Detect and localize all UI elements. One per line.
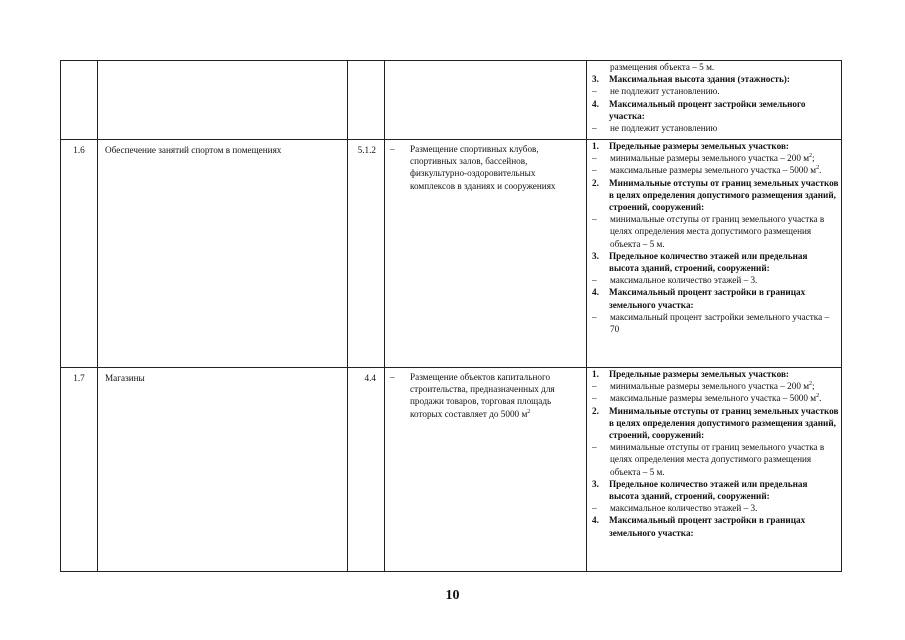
parameter-value: [592, 441, 839, 478]
parameter-text: Максимальный процент застройки в границах земельного участка:: [609, 287, 806, 310]
list-marker: 1.: [592, 369, 599, 379]
parameter-text: размещения объекта – 5 м.: [610, 62, 715, 72]
use-type-code: 4.4: [348, 368, 385, 572]
description-item: [390, 143, 582, 192]
parameter-text: максимальные размеры земельного участка – 5000 $м^2$.: [610, 393, 822, 404]
list-marker: 1.: [592, 141, 599, 151]
parameter-text: Максимальный процент застройки в границах земельного участка:: [609, 515, 806, 538]
dash-marker: –: [390, 144, 395, 154]
description-item: [390, 371, 582, 420]
parameter-text: Предельные размеры земельных участков:: [609, 369, 789, 379]
parameter-value: [592, 502, 839, 514]
parameter-text: не подлежит установлению: [610, 123, 718, 134]
list-marker: [592, 61, 609, 73]
parameter-value: [592, 392, 839, 404]
parameter-text: максимальное количество этажей – 3.: [610, 275, 758, 286]
parameter-value: [592, 61, 839, 73]
parameter-text: максимальный процент застройки земельного участка – 70: [610, 311, 830, 335]
list-marker: –: [592, 275, 597, 286]
description-text: Размещение объектов капитального строительства, предназначенных для продажи товаров, торговая площадь которых составляет до 5000 $м^2$: [410, 372, 555, 419]
list-marker: –: [592, 393, 597, 404]
page-number: 10: [445, 588, 460, 603]
list-marker: –: [592, 381, 597, 392]
row-number: 1.7: [61, 368, 98, 572]
list-marker: 4.: [592, 287, 599, 298]
list-marker: 4.: [592, 98, 599, 109]
parameter-text: Предельное количество этажей или предельная высота зданий, строений, сооружений:: [609, 478, 808, 502]
use-type-name: Магазины: [98, 368, 348, 572]
list-marker: 4.: [592, 515, 599, 526]
parameters-cell: [587, 61, 842, 140]
parameter-value: [592, 274, 839, 286]
parameter-heading: [592, 177, 839, 214]
parameter-text: минимальные отступы от границ земельного участка в целях определения места допустимого размещения объекта – 5 м.: [610, 214, 825, 249]
list-marker: –: [592, 86, 597, 97]
list-marker: –: [592, 503, 597, 514]
use-type-name: Обеспечение занятий спортом в помещениях: [98, 140, 348, 368]
parameter-text: Максимальный процент застройки земельного участка:: [609, 98, 806, 121]
list-marker: 3.: [592, 74, 599, 85]
parameter-text: максимальные размеры земельного участка – 5000 $м^2$.: [610, 165, 822, 176]
parameter-value: [592, 85, 839, 97]
row-number: 1.6: [61, 140, 98, 368]
list-marker: 2.: [592, 405, 599, 416]
parameter-text: Минимальные отступы от границ земельных участков в целях определения допустимого размещения зданий, строений, сооружений:: [609, 405, 839, 441]
use-type-description: [385, 61, 587, 140]
dash-marker: –: [390, 372, 395, 382]
use-type-code: 5.1.2: [348, 140, 385, 368]
parameter-heading: [592, 98, 839, 122]
parameters-cell: [587, 140, 842, 368]
table-row: [61, 140, 842, 368]
parameter-text: максимальное количество этажей – 3.: [610, 503, 758, 514]
parameter-text: Предельное количество этажей или предельная высота зданий, строений, сооружений:: [609, 250, 808, 274]
parameter-text: Предельные размеры земельных участков:: [609, 141, 789, 151]
parameter-heading: [592, 405, 839, 442]
use-type-description: [385, 368, 587, 572]
description-text: Размещение спортивных клубов, спортивных залов, бассейнов, физкультурно-оздоровительных комплексов в зданиях и сооружениях: [410, 144, 556, 191]
table-row: [61, 61, 842, 140]
parameter-heading: [592, 140, 839, 152]
parameter-text: Минимальные отступы от границ земельных участков в целях определения допустимого размещения зданий, строений, сооружений:: [609, 177, 839, 213]
parameter-text: минимальные размеры земельного участка – 200 $м^2$;: [610, 381, 815, 392]
parameter-text: Максимальная высота здания (этажность):: [609, 74, 790, 85]
list-marker: –: [592, 153, 597, 164]
list-marker: –: [592, 214, 597, 225]
list-marker: 3.: [592, 478, 599, 489]
parameter-heading: [592, 514, 839, 538]
use-type-code: [348, 61, 385, 140]
parameter-value: [592, 380, 839, 392]
list-marker: –: [592, 123, 597, 134]
parameter-value: [592, 213, 839, 250]
list-marker: –: [592, 165, 597, 176]
row-number: [61, 61, 98, 140]
list-marker: 2.: [592, 177, 599, 188]
parameter-value: [592, 122, 839, 134]
table-row: [61, 368, 842, 572]
parameter-value: [592, 164, 839, 176]
list-marker: 3.: [592, 250, 599, 261]
zoning-table: [60, 60, 842, 572]
parameter-heading: [592, 73, 839, 85]
use-type-name: [98, 61, 348, 140]
parameter-heading: [592, 286, 839, 310]
parameter-text: не подлежит установлению.: [610, 86, 720, 97]
parameter-value: [592, 311, 839, 335]
parameter-heading: [592, 368, 839, 380]
parameter-heading: [592, 250, 839, 274]
parameter-heading: [592, 478, 839, 502]
list-marker: –: [592, 311, 597, 322]
list-marker: –: [592, 442, 597, 453]
parameter-value: [592, 152, 839, 164]
parameters-cell: [587, 368, 842, 572]
use-type-description: [385, 140, 587, 368]
parameter-text: минимальные размеры земельного участка – 200 $м^2$;: [610, 153, 815, 164]
parameter-text: минимальные отступы от границ земельного участка в целях определения места допустимого размещения объекта – 5 м.: [610, 442, 825, 477]
